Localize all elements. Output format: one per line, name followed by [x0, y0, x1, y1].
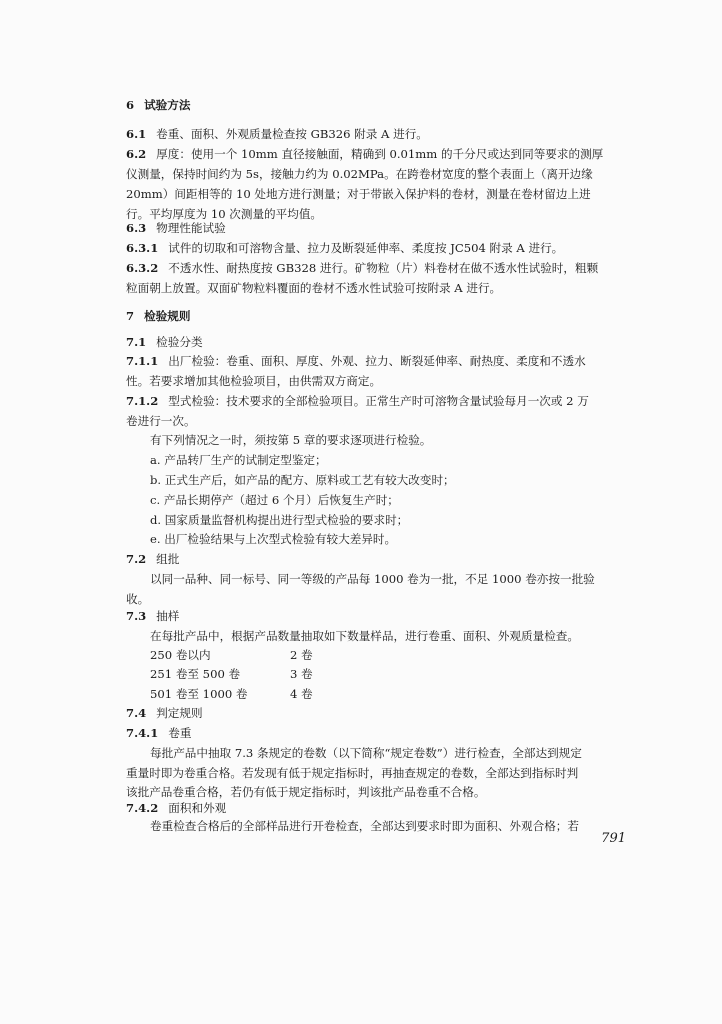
clause-7-1-1: 7.1.1 出厂检验：卷重、面积、厚度、外观、拉力、断裂延伸率、耐热度、柔度和不透水 [126, 354, 586, 368]
list-item-b: b. 正式生产后，如产品的配方、原料或工艺有较大改变时； [150, 473, 455, 487]
clause-7-1-2: 7.1.2 型式检验：技术要求的全部检验项目。正常生产时可溶物含量试验每月一次或 2 万 [126, 394, 589, 408]
clause-6-3-2-cont1: 粒面朝上放置。双面矿物粒料覆面的卷材不透水性试验可按附录 A 进行。 [126, 281, 502, 295]
clause-6-2-cont3: 行。平均厚度为 10 次测量的平均值。 [126, 207, 323, 221]
clause-6-2: 6.2 厚度：使用一个 10mm 直径接触面，精确到 0.01mm 的千分尺或达到同等要求的测厚 [126, 147, 604, 161]
list-item-c: c. 产品长期停产（超过 6 个月）后恢复生产时； [150, 493, 399, 507]
list-item-d: d. 国家质量监督机构提出进行型式检验的要求时； [150, 513, 409, 527]
clause-7-2: 7.2 组批 [126, 552, 180, 566]
clause-7-1-2-cont2: 有下列情况之一时，须按第 5 章的要求逐项进行检验。 [150, 433, 432, 447]
sample-range-3: 501 卷至 1000 卷 [150, 687, 248, 701]
clause-6-1: 6.1 卷重、面积、外观质量检查按 GB326 附录 A 进行。 [126, 127, 428, 141]
sample-range-1: 250 卷以内 [150, 648, 211, 662]
clause-7-2-cont2: 收。 [126, 592, 150, 606]
clause-7-1: 7.1 检验分类 [126, 335, 203, 349]
clause-7-2-cont1: 以同一品种、同一标号、同一等级的产品每 1000 卷为一批，不足 1000 卷亦按一批验 [150, 572, 595, 586]
list-item-e: e. 出厂检验结果与上次型式检验有较大差异时。 [150, 532, 397, 546]
sample-count-1: 2 卷 [290, 648, 313, 662]
clause-7-1-2-cont1: 卷进行一次。 [126, 414, 196, 428]
clause-6-3-2: 6.3.2 不透水性、耐热度按 GB328 进行。矿物粒（片）料卷材在做不透水性试验时，粗颗 [126, 261, 599, 275]
list-item-a: a. 产品转厂生产的试制定型鉴定； [150, 453, 327, 467]
clause-6-3: 6.3 物理性能试验 [126, 221, 226, 235]
clause-7-4-1: 7.4.1 卷重 [126, 726, 192, 740]
clause-7-4-2-cont1: 卷重检查合格后的全部样品进行开卷检查，全部达到要求时即为面积、外观合格；若 [150, 819, 579, 833]
clause-7-4-2: 7.4.2 面积和外观 [126, 801, 227, 815]
clause-6-3-1: 6.3.1 试件的切取和可溶物含量、拉力及断裂延伸率、柔度按 JC504 附录 A 进行。 [126, 241, 564, 255]
clause-7-4-1-cont1: 每批产品中抽取 7.3 条规定的卷数（以下简称“规定卷数”）进行检查，全部达到规定 [150, 746, 582, 760]
sample-count-3: 4 卷 [290, 687, 313, 701]
page-number: 791 [601, 831, 626, 846]
clause-7-3: 7.3 抽样 [126, 609, 180, 623]
clause-7-4: 7.4 判定规则 [126, 706, 203, 720]
clause-6-2-cont2: 20mm）间距相等的 10 处地方进行测量；对于带嵌入保护料的卷材，测量在卷材留边上进 [126, 187, 591, 201]
clause-6-2-cont1: 仪测量，保持时间约为 5s，接触力约为 0.02MPa。在跨卷材宽度的整个表面上（离开边缘 [126, 167, 593, 181]
sample-range-2: 251 卷至 500 卷 [150, 667, 241, 681]
section-7-heading: 7 检验规则 [126, 309, 191, 323]
clause-7-3-cont1: 在每批产品中，根据产品数量抽取如下数量样品，进行卷重、面积、外观质量检查。 [150, 629, 579, 643]
clause-7-4-1-cont2: 重量时即为卷重合格。若发现有低于规定指标时，再抽查规定的卷数，全部达到指标时判 [126, 766, 579, 780]
clause-7-4-1-cont3: 该批产品卷重合格，若仍有低于规定指标时，判该批产品卷重不合格。 [126, 785, 486, 799]
clause-7-1-1-cont1: 性。若要求增加其他检验项目，由供需双方商定。 [126, 374, 382, 388]
sample-count-2: 3 卷 [290, 667, 313, 681]
section-6-heading: 6 试验方法 [126, 98, 191, 112]
